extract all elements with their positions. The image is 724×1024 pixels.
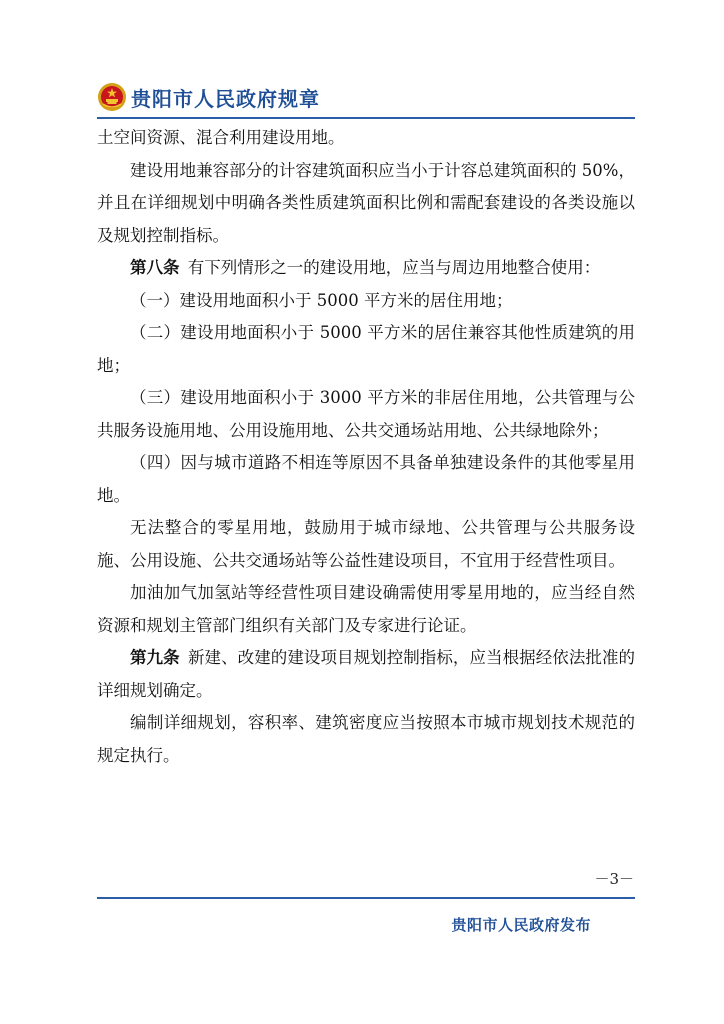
- document-body: [97, 122, 635, 772]
- paragraph: [97, 382, 635, 447]
- national-emblem-icon: [97, 82, 127, 112]
- paragraph-text: 建设用地兼容部分的计容建筑面积应当小于计容总建筑面积的 50%，并且在详细规划中明确各类性质建筑面积比例和需配套建设的各类设施以及规划控制指标。: [97, 160, 635, 245]
- paragraph-text: 有下列情形之一的建设用地，应当与周边用地整合使用：: [187, 258, 601, 277]
- paragraph: [97, 642, 635, 707]
- paragraph-text: （一）建设用地面积小于 5000 平方米的居住用地；: [130, 290, 513, 310]
- paragraph: [97, 577, 635, 642]
- paragraph: [97, 707, 635, 772]
- article-number: 第八条: [130, 258, 180, 277]
- paragraph-text: （三）建设用地面积小于 3000 平方米的非居住用地，公共管理与公共服务设施用地、公用设施用地、公共交通场站用地、公共绿地除外；: [97, 388, 635, 440]
- paragraph-text: 土空间资源、混合利用建设用地。: [97, 128, 345, 147]
- paragraph-text: （四）因与城市道路不相连等原因不具备单独建设条件的其他零星用地。: [97, 453, 635, 505]
- header-title: 贵阳市人民政府规章: [131, 86, 320, 111]
- paragraph-text: 无法整合的零星用地，鼓励用于城市绿地、公共管理与公共服务设施、公用设施、公共交通场站等公益性建设项目，不宜用于经营性项目。: [97, 518, 635, 570]
- paragraph-text: 加油加气加氢站等经营性项目建设确需使用零星用地的，应当经自然资源和规划主管部门组织有关部门及专家进行论证。: [97, 583, 635, 635]
- paragraph-text: 编制详细规划，容积率、建筑密度应当按照本市城市规划技术规范的规定执行。: [97, 713, 635, 765]
- page-number: －3－: [594, 870, 634, 888]
- footer-publisher: 贵阳市人民政府发布: [451, 916, 591, 934]
- paragraph-text: 新建、改建的建设项目规划控制指标，应当根据经依法批准的详细规划确定。: [97, 648, 636, 700]
- article-number: 第九条: [130, 648, 180, 667]
- paragraph: [97, 155, 635, 253]
- paragraph: [97, 447, 635, 512]
- document-header: [97, 78, 320, 116]
- paragraph: [97, 285, 635, 318]
- paragraph: [97, 512, 635, 577]
- header-divider: [97, 117, 635, 119]
- paragraph: [97, 317, 635, 382]
- paragraph: [97, 252, 635, 285]
- footer-divider: [97, 897, 635, 899]
- paragraph: [97, 122, 635, 155]
- paragraph-text: （二）建设用地面积小于 5000 平方米的居住兼容其他性质建筑的用地；: [97, 323, 635, 375]
